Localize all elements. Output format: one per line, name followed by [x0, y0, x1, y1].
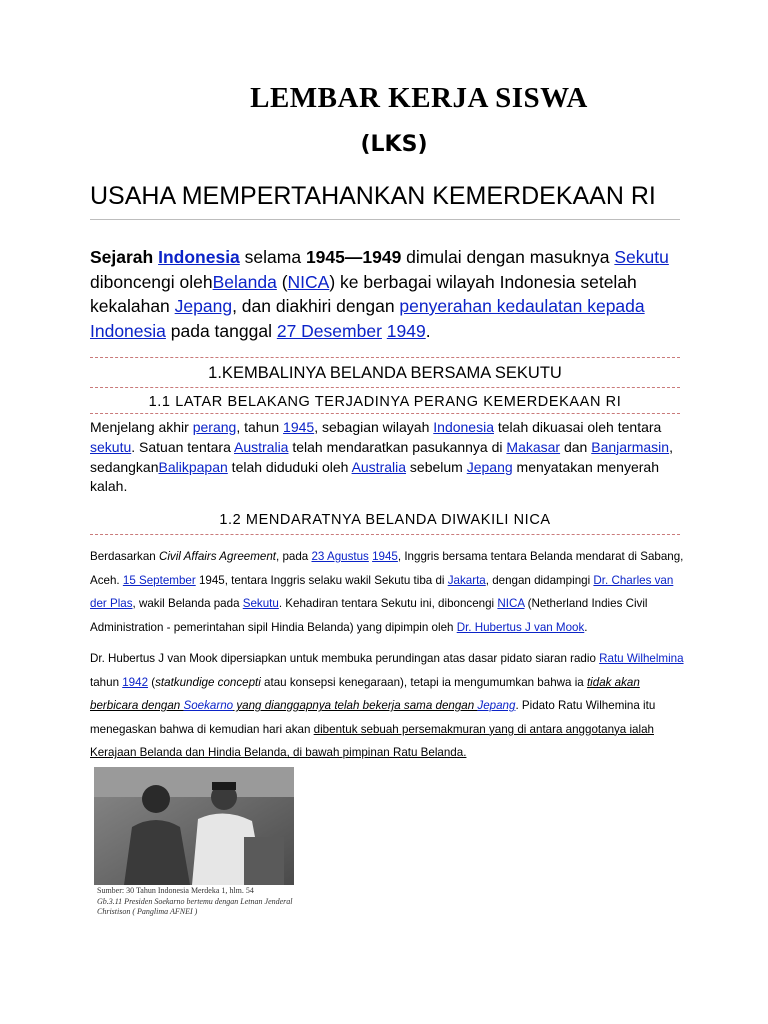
- link-soekarno[interactable]: Soekarno: [183, 699, 234, 713]
- para-text: telah mendaratkan pasukannya di: [288, 438, 507, 455]
- divider: [90, 357, 680, 358]
- photo-caption: [97, 886, 297, 918]
- intro-text: ) ke berbagai wilayah Indonesia setelah kekalahan: [90, 271, 637, 316]
- link-australia[interactable]: Australia: [234, 438, 289, 455]
- link-australia[interactable]: Australia: [351, 458, 407, 475]
- link-1945[interactable]: 1945: [283, 419, 315, 435]
- para-text: , wakil Belanda pada: [132, 597, 243, 611]
- section-1-2-paragraph-2: [90, 647, 690, 765]
- link-1945[interactable]: 1945: [372, 550, 398, 563]
- section-1-1-title: 1.1 LATAR BELAKANG TERJADINYA PERANG KEMERDEKAAN RI: [148, 394, 622, 410]
- para-text: Dr. Hubertus J van Mook dipersiapkan untuk membuka perundingan atas dasar pidato siaran radio: [90, 652, 600, 665]
- link-van-mook[interactable]: Dr. Hubertus J van Mook: [456, 620, 585, 634]
- link-indonesia[interactable]: Indonesia: [433, 419, 494, 435]
- historical-photo: [94, 767, 294, 885]
- para-text: , sebagian wilayah: [314, 419, 434, 435]
- link-banjarmasin[interactable]: Banjarmasin: [591, 438, 670, 455]
- para-text: , dengan didampingi: [485, 573, 594, 587]
- intro-text: (: [276, 271, 288, 292]
- para-text: Berdasarkan: [90, 550, 159, 563]
- para-text: atau konsepsi kenegaraan), tetapi ia mengumumkan bahwa ia: [260, 675, 587, 689]
- photo-description: Gb.3.11 Presiden Soekarno bertemu dengan Letnan Jenderal Christison ( Panglima AFNEI ): [97, 896, 293, 916]
- document-subtitle: (LKS): [360, 132, 428, 157]
- intro-text: diboncengi oleh: [90, 271, 213, 292]
- intro-sejarah: Sejarah: [90, 247, 154, 267]
- link-ratu-wilhelmina[interactable]: Ratu Wilhelmina: [599, 652, 684, 665]
- para-text: , sedangkan: [90, 438, 673, 475]
- para-text: . Satuan tentara: [131, 438, 234, 455]
- link-sekutu[interactable]: Sekutu: [242, 597, 279, 611]
- divider: [90, 387, 680, 388]
- para-text: Menjelang akhir: [90, 419, 193, 435]
- intro-paragraph: [90, 245, 680, 343]
- intro-years: 1945—1949: [305, 247, 402, 267]
- para-text: . Pidato Ratu Wilhemina itu menegaskan bahwa di kemudian hari akan: [90, 699, 656, 736]
- para-text: (: [148, 675, 156, 689]
- section-1-2-title: 1.2 MENDARATNYA BELANDA DIWAKILI NICA: [219, 512, 551, 528]
- para-text: menyatakan menyerah kalah.: [90, 458, 659, 495]
- link-van-der-plas[interactable]: Dr. Charles van der Plas: [90, 573, 674, 611]
- link-15-september[interactable]: 15 September: [122, 573, 196, 587]
- link-jepang[interactable]: Jepang: [466, 458, 513, 475]
- section-1-1-paragraph: [90, 418, 690, 497]
- link-indonesia[interactable]: Indonesia: [158, 247, 240, 267]
- link-sekutu[interactable]: sekutu: [90, 438, 132, 455]
- para-text: . Kehadiran tentara Sekutu ini, diboncengi: [278, 597, 498, 611]
- para-text: , tahun: [236, 419, 284, 435]
- link-perang[interactable]: perang: [192, 419, 237, 435]
- intro-text: .: [425, 320, 431, 341]
- para-text: , pada: [276, 550, 312, 563]
- link-belanda[interactable]: Belanda: [212, 271, 277, 292]
- intro-text: dimulai dengan masuknya: [401, 247, 615, 267]
- underlined-italic-text: tidak akan berbicara dengan: [90, 675, 640, 713]
- statkundige-concepti: statkundige concepti: [155, 675, 261, 689]
- link-jakarta[interactable]: Jakarta: [447, 573, 486, 587]
- document-title: LEMBAR KERJA SISWA: [250, 82, 588, 114]
- link-penyerahan[interactable]: penyerahan kedaulatan kepada Indonesia: [90, 296, 645, 341]
- para-text: tahun: [90, 675, 123, 689]
- link-jepang[interactable]: Jepang: [477, 699, 516, 713]
- para-text: , Inggris bersama tentara Belanda mendarat di Sabang, Aceh.: [90, 550, 684, 587]
- intro-text: , dan diakhiri dengan: [232, 296, 400, 316]
- civil-affairs-agreement: Civil Affairs Agreement: [158, 550, 277, 563]
- link-1949[interactable]: 1949: [386, 320, 426, 341]
- divider: [90, 413, 680, 414]
- para-text: sebelum: [406, 458, 467, 475]
- photo-source: Sumber: 30 Tahun Indonesia Merdeka 1, hlm. 54: [97, 886, 254, 895]
- para-text: 1945, tentara Inggris selaku wakil Sekutu tiba di: [195, 573, 448, 587]
- intro-text: pada tanggal: [165, 320, 277, 341]
- link-23-agustus[interactable]: 23 Agustus: [311, 550, 369, 563]
- link-sekutu[interactable]: Sekutu: [614, 247, 669, 267]
- link-27-desember[interactable]: 27 Desember: [276, 320, 382, 341]
- para-text: (Netherland Indies Civil Administration - pemerintahan sipil Hindia Belanda) yang dipimpin oleh: [90, 597, 648, 634]
- link-1942[interactable]: 1942: [122, 675, 149, 689]
- page-heading: USAHA MEMPERTAHANKAN KEMERDEKAAN RI: [90, 182, 680, 220]
- para-text: dan: [560, 438, 592, 455]
- para-text: telah diduduki oleh: [227, 458, 352, 475]
- link-makasar[interactable]: Makasar: [506, 438, 561, 455]
- para-text: telah dikuasai oleh tentara: [493, 419, 662, 435]
- underlined-text: dibentuk sebuah persemakmuran yang di antara anggotanya ialah Kerajaan Belanda dan Hindia Belanda, di bawah pimpinan Ratu Belanda.: [90, 722, 654, 760]
- para-text: .: [584, 620, 588, 634]
- section-1-2-paragraph-1: [90, 545, 690, 639]
- divider: [90, 534, 680, 535]
- section-1-title: 1.KEMBALINYA BELANDA BERSAMA SEKUTU: [208, 364, 562, 382]
- link-nica[interactable]: NICA: [287, 271, 330, 292]
- underlined-italic-text: yang dianggapnya telah bekerja sama dengan: [233, 699, 478, 713]
- intro-text: selama: [239, 247, 306, 267]
- link-jepang[interactable]: Jepang: [174, 296, 233, 316]
- link-balikpapan[interactable]: Balikpapan: [158, 458, 228, 475]
- photo-illustration: [94, 767, 294, 885]
- link-nica[interactable]: NICA: [497, 597, 525, 611]
